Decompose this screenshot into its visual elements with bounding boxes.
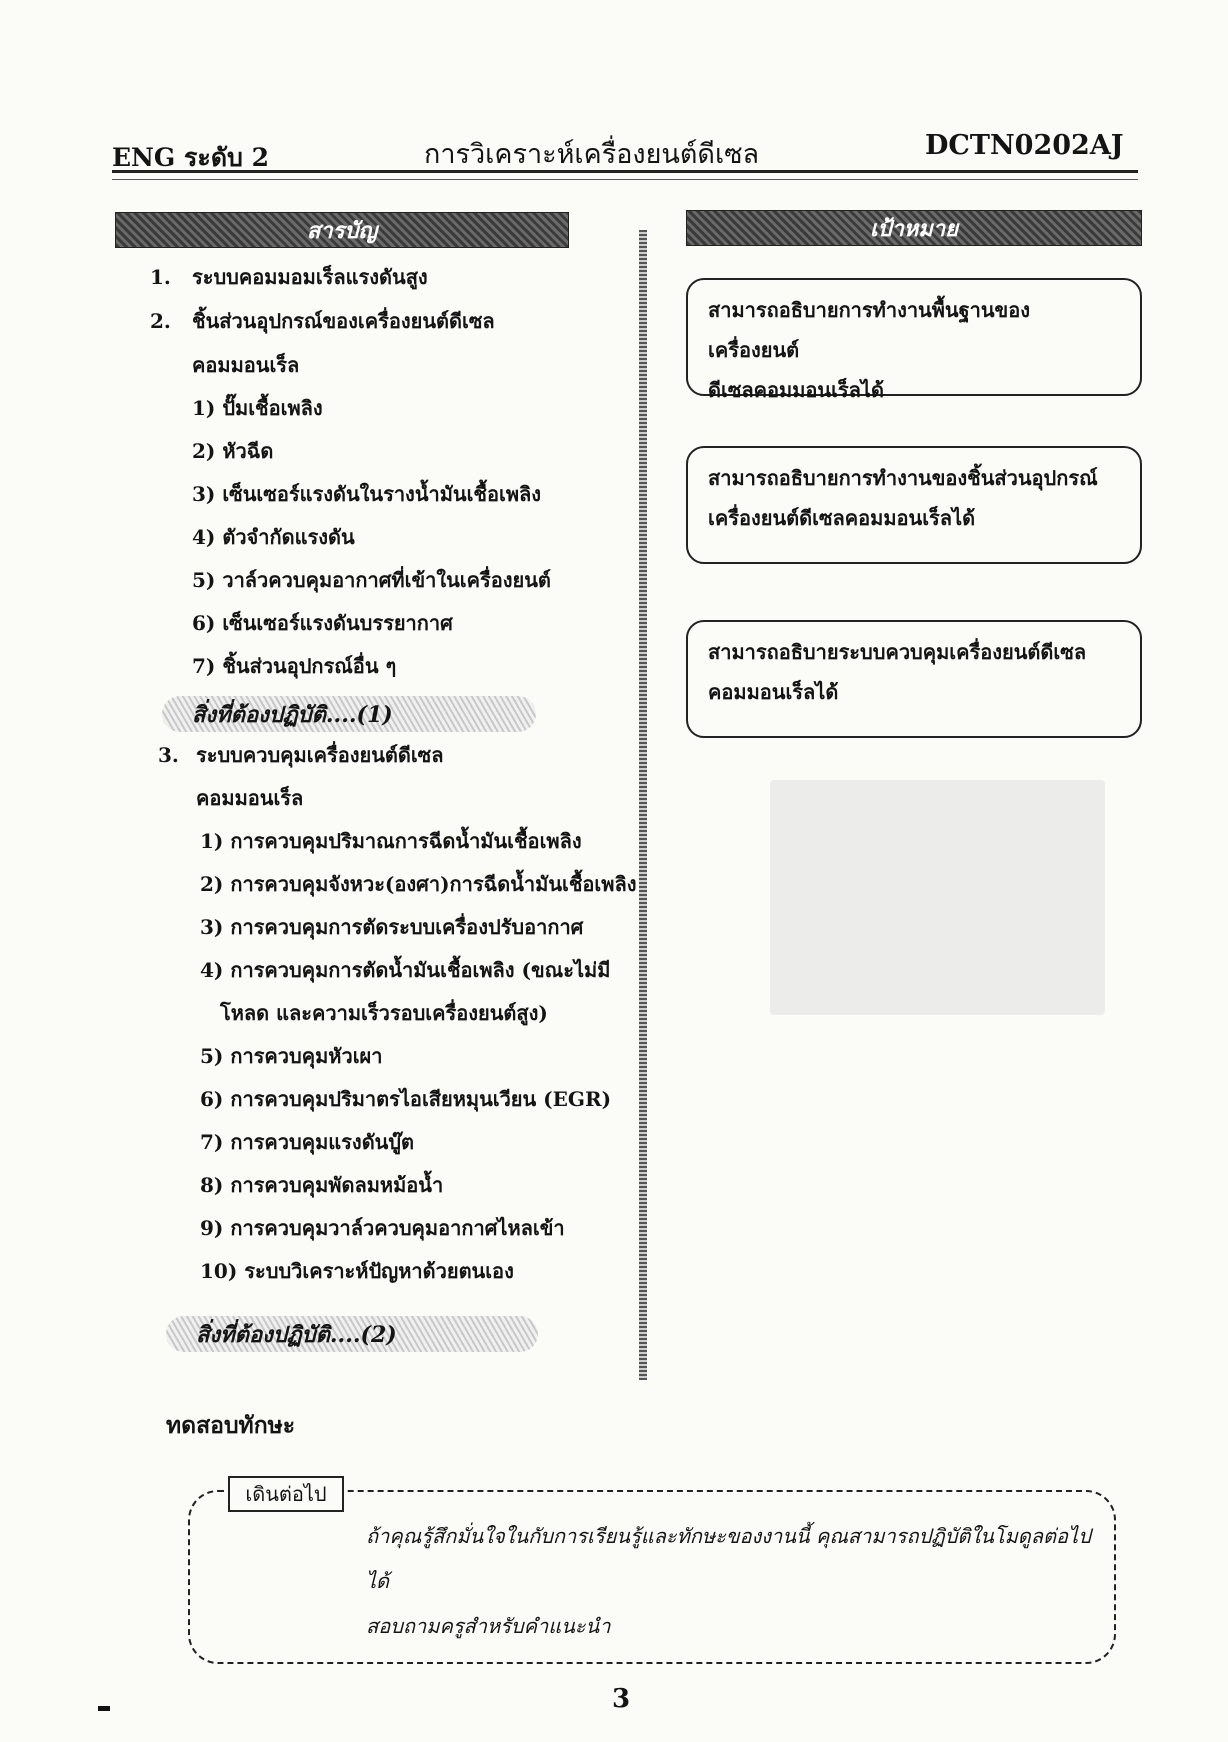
header-rule: [112, 170, 1138, 180]
goal-text: ดีเซลคอมมอนเร็ลได้: [708, 378, 884, 402]
skills-test-heading: ทดสอบทักษะ: [166, 1412, 296, 1439]
toc-section-3: [158, 740, 638, 783]
goal-text: คอมมอนเร็ลได้: [708, 680, 839, 704]
toc-title: สารบัญ: [306, 217, 378, 244]
section-number: 2.: [150, 309, 171, 333]
list-item: 7) ชิ้นส่วนอุปกรณ์อื่น ๆ: [192, 654, 397, 678]
toc-list: [150, 262, 630, 694]
goal-text: สามารถอธิบายการทำงานพื้นฐานของเครื่องยนต์: [708, 298, 1030, 362]
goal-box-1: [686, 278, 1142, 402]
goal-box-3: [686, 620, 1142, 738]
header-code: DCTN0202AJ: [925, 130, 1124, 161]
continue-text-3: สอบถามครูสำหรับคำแนะนำ: [366, 1614, 611, 1638]
list-item: 2) การควบคุมจังหวะ(องศา)การฉีดน้ำมันเชื้อเพลิง: [200, 872, 637, 896]
section-title: ระบบคอมมอมเร็ลแรงดันสูง: [192, 265, 428, 289]
list-item: 2) หัวฉีด: [192, 439, 274, 463]
continue-text-2: ได้: [366, 1569, 390, 1593]
list-item: โหลด และความเร็วรอบเครื่องยนต์สูง): [220, 1001, 548, 1025]
continue-label: เดินต่อไป: [228, 1476, 344, 1512]
toc-section-2: [150, 306, 630, 350]
list-item: 7) การควบคุมแรงดันบู๊ต: [200, 1130, 415, 1154]
practice-tag-1: [162, 696, 536, 732]
practice-label: สิ่งที่ต้องปฏิบัติ....(2): [196, 1321, 397, 1348]
list-item: 5) วาล์วควบคุมอากาศที่เข้าในเครื่องยนต์: [192, 568, 551, 592]
list-item: 4) การควบคุมการตัดน้ำมันเชื้อเพลิง (ขณะไม่มี: [200, 958, 611, 982]
section-title: ระบบควบคุมเครื่องยนต์ดีเซล: [196, 743, 444, 767]
toc-section-3-cont: คอมมอนเร็ล: [196, 786, 304, 810]
list-item: 8) การควบคุมพัดลมหม้อน้ำ: [200, 1173, 444, 1197]
goals-banner: [686, 210, 1142, 246]
goals-title: เป้าหมาย: [869, 215, 959, 242]
continue-text-1: ถ้าคุณรู้สึกมั่นใจในกับการเรียนรู้และทักษะของงานนี้ คุณสามารถปฏิบัติในโมดูลต่อไป: [366, 1524, 1091, 1548]
section-number: 3.: [158, 743, 179, 767]
goal-text: สามารถอธิบายการทำงานของชิ้นส่วนอุปกรณ์: [708, 466, 1098, 490]
toc-section-1: [150, 262, 630, 306]
goal-text: สามารถอธิบายระบบควบคุมเครื่องยนต์ดีเซล: [708, 640, 1087, 664]
section-number: 1.: [150, 265, 171, 289]
practice-tag-2: [166, 1316, 538, 1352]
faint-background-image: [770, 780, 1105, 1015]
practice-label: สิ่งที่ต้องปฏิบัติ....(1): [192, 701, 393, 728]
list-item: 6) เซ็นเซอร์แรงดันบรรยากาศ: [192, 611, 453, 635]
goal-box-2: [686, 446, 1142, 564]
list-item: 3) การควบคุมการตัดระบบเครื่องปรับอากาศ: [200, 915, 584, 939]
list-item: 1) ปั๊มเชื้อเพลิง: [192, 396, 323, 420]
header-title: การวิเคราะห์เครื่องยนต์ดีเซล: [424, 139, 760, 170]
scan-mark: [98, 1706, 110, 1711]
list-item: 5) การควบคุมหัวเผา: [200, 1044, 383, 1068]
toc-section-2-cont: คอมมอนเร็ล: [192, 353, 300, 377]
continue-box: [188, 1490, 1116, 1664]
list-item: 10) ระบบวิเคราะห์ปัญหาด้วยตนเอง: [200, 1259, 514, 1283]
page-number: 3: [612, 1684, 631, 1714]
list-item: 1) การควบคุมปริมาณการฉีดน้ำมันเชื้อเพลิง: [200, 829, 582, 853]
list-item: 6) การควบคุมปริมาตรไอเสียหมุนเวียน (EGR): [200, 1087, 612, 1111]
list-item: 9) การควบคุมวาล์วควบคุมอากาศไหลเข้า: [200, 1216, 565, 1240]
section-title: ชิ้นส่วนอุปกรณ์ของเครื่องยนต์ดีเซล: [192, 309, 495, 333]
column-divider: [639, 230, 647, 1380]
header-level: ENG ระดับ 2: [112, 143, 270, 172]
toc-list-2: [158, 740, 638, 1299]
list-item: 3) เซ็นเซอร์แรงดันในรางน้ำมันเชื้อเพลิง: [192, 482, 542, 506]
list-item: 4) ตัวจำกัดแรงดัน: [192, 525, 355, 549]
toc-banner: [115, 212, 569, 248]
goal-text: เครื่องยนต์ดีเซลคอมมอนเร็ลได้: [708, 506, 976, 530]
